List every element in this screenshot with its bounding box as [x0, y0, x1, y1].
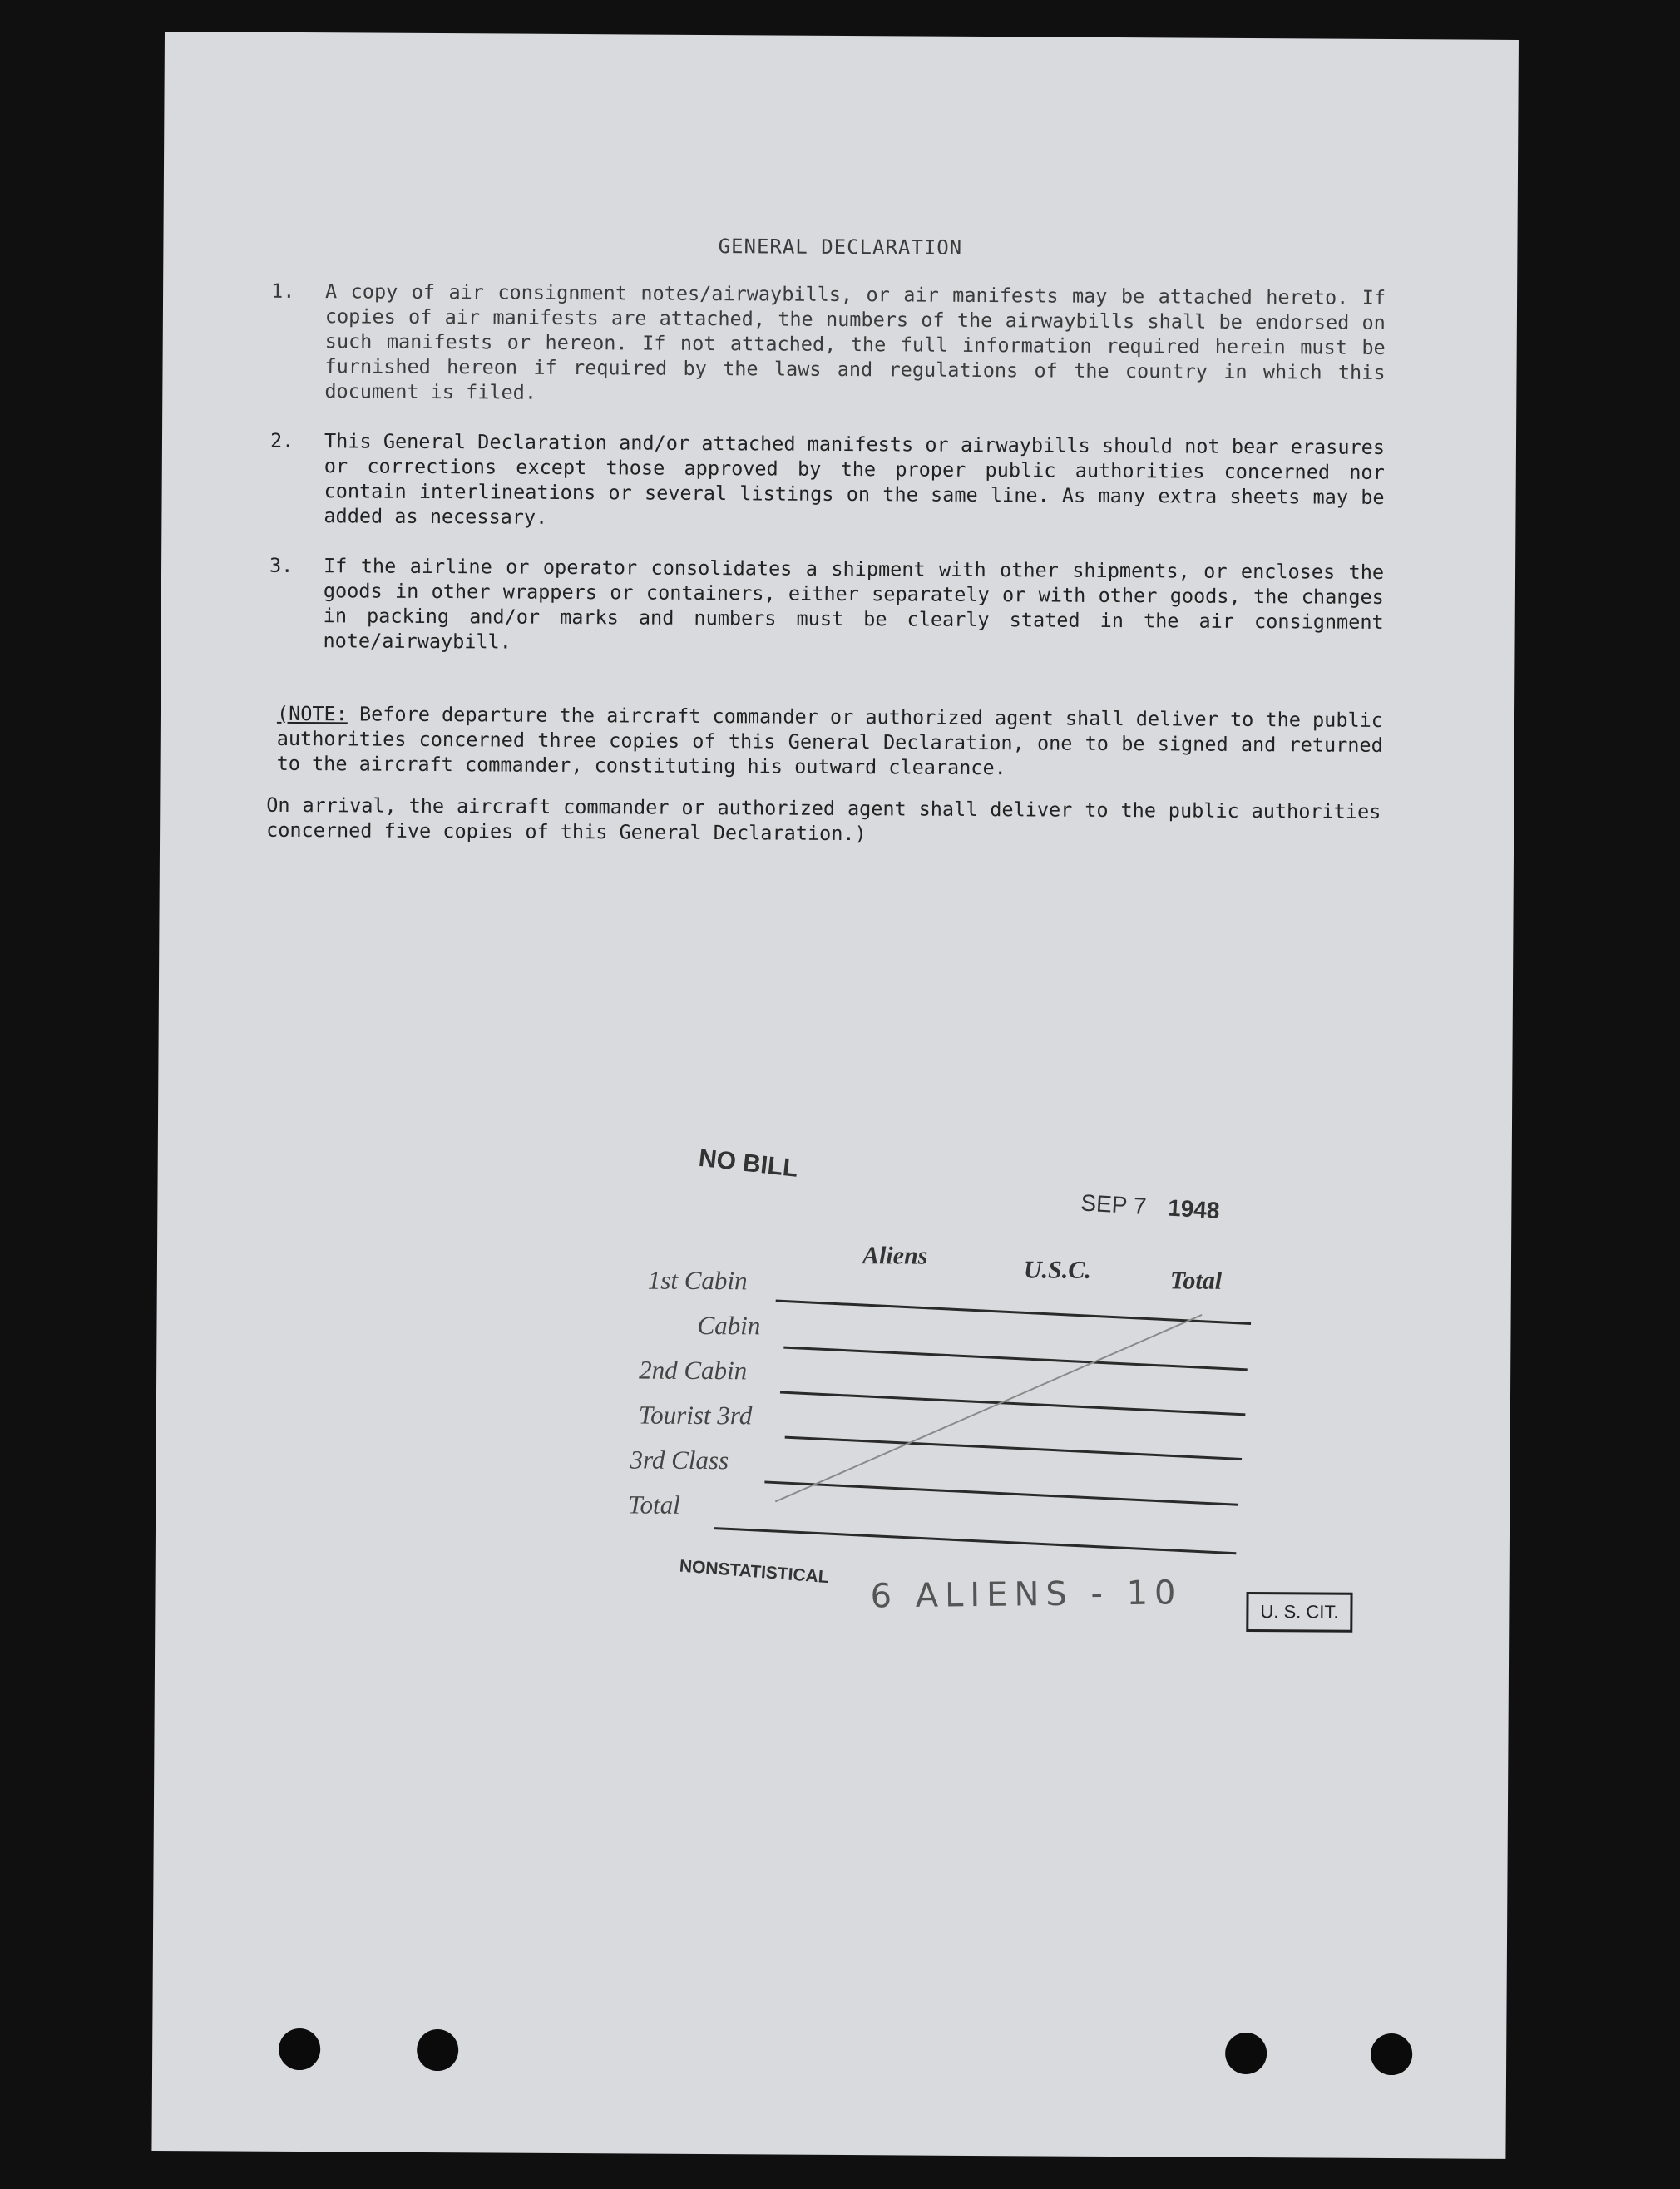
punch-hole [1225, 2033, 1267, 2074]
note-text: Before departure the aircraft commander or authorized agent shall deliver to the public authorities concerned three copies of this General Declaration, one to be signed and returned to the aircraft commander, constituting his outward clearance. [276, 702, 1384, 780]
punch-hole [417, 2029, 458, 2071]
column-aliens: Aliens [862, 1242, 928, 1270]
row-rule [776, 1300, 1251, 1325]
row-2nd-cabin: 2nd Cabin [639, 1355, 748, 1386]
arrival-paragraph: On arrival, the aircraft commander or authorized agent shall deliver to the public authorities concerned five copies of this General Declaration.) [266, 793, 1381, 846]
row-tourist-3rd: Tourist 3rd [638, 1400, 753, 1431]
row-3rd-class: 3rd Class [630, 1445, 729, 1475]
no-bill-stamp: NO BILL [697, 1144, 800, 1183]
row-total: Total [628, 1490, 680, 1519]
paragraph-number: 1. [271, 279, 295, 303]
date-year: 1948 [1167, 1194, 1221, 1224]
row-rule [780, 1391, 1245, 1416]
punch-hole [1371, 2033, 1412, 2075]
paragraph-text: If the airline or operator consolidates a shipment with other shipments, or encloses the goods in other wrappers or containers, either separately or with other goods, the changes in packing and/or marks and numbers must be clearly stated in the air consignment note/airwaybill. [323, 554, 1385, 654]
handwritten-note: 6 ALIENS - 10 [870, 1574, 1183, 1616]
paragraph-3 [269, 553, 1384, 660]
row-cabin: Cabin [697, 1310, 761, 1341]
paragraph-number: 3. [269, 553, 294, 577]
row-1st-cabin: 1st Cabin [647, 1265, 748, 1296]
paragraph-1 [270, 279, 1386, 410]
note-label: (NOTE: [276, 701, 348, 726]
row-rule [764, 1480, 1238, 1505]
paragraph-text: A copy of air consignment notes/airwaybills, or air manifests may be attached hereto. If copies of air manifests are attached, the numbers of the airwaybills shall be endorsed on such manifests or hereon. If not attached, the full information required herein must be furnished hereon if required by the laws and regulations of the country in which this document is filed. [324, 279, 1386, 404]
column-total: Total [1169, 1267, 1223, 1295]
punch-hole [279, 2028, 320, 2070]
paragraph-2 [269, 428, 1385, 535]
date-stamp [1080, 1189, 1221, 1224]
document-page [151, 32, 1519, 2159]
row-rule [714, 1527, 1236, 1554]
paragraph-text: This General Declaration and/or attached manifests or airwaybills should not bear erasures or corrections except those approved by the proper public authorities concerned nor contain interlineations or several listings on the same line. As many extra sheets may be added as necessary. [324, 429, 1386, 529]
column-usc: U.S.C. [1023, 1256, 1091, 1284]
row-rule [785, 1436, 1243, 1460]
nonstatistical-stamp: NONSTATISTICAL [679, 1556, 830, 1588]
note-paragraph [277, 701, 1384, 783]
date-month-day: SEP 7 [1080, 1189, 1148, 1219]
paragraph-number: 2. [269, 428, 294, 452]
document-title: GENERAL DECLARATION [718, 235, 963, 259]
row-rule [783, 1347, 1248, 1371]
us-cit-stamp: U. S. CIT. [1246, 1592, 1352, 1633]
